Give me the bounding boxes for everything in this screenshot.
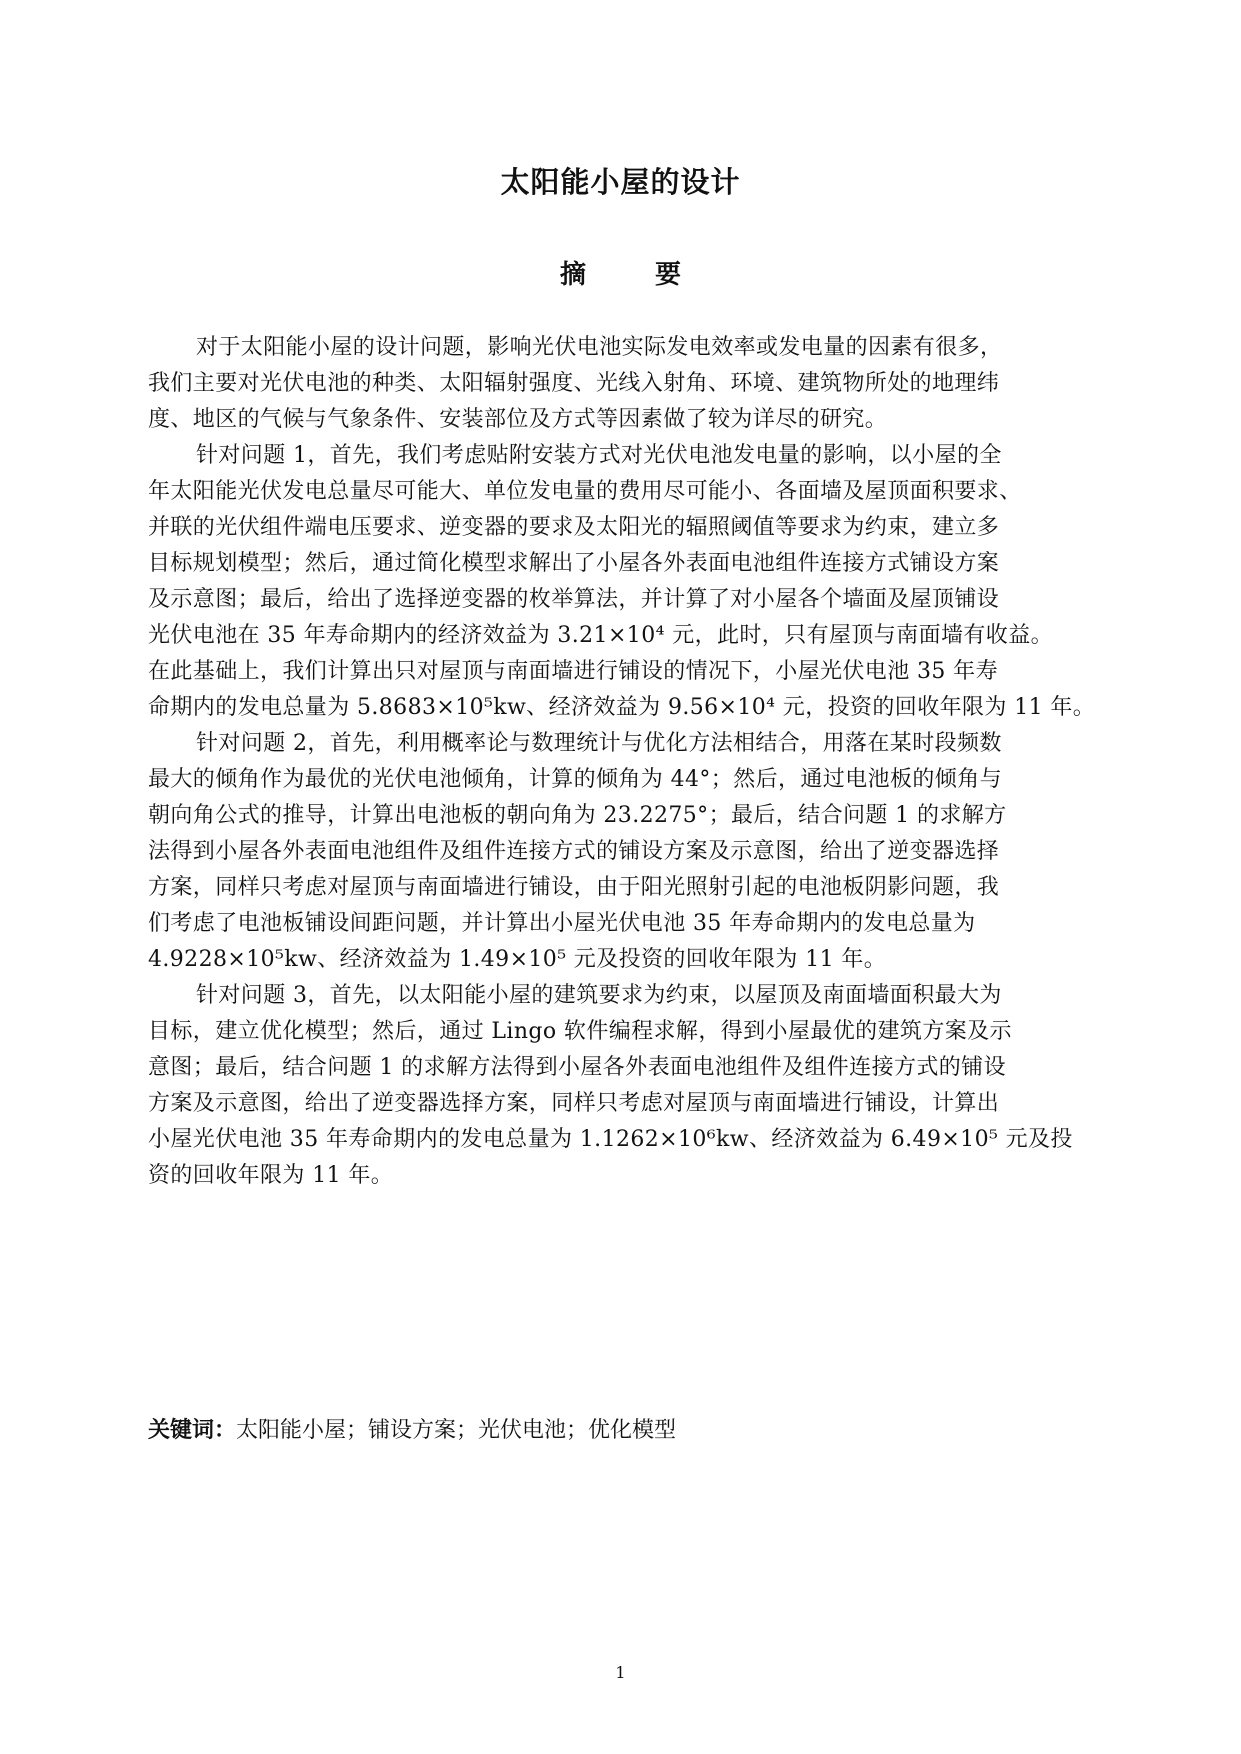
paragraph-line: 资的回收年限为 11 年。 <box>148 1163 394 1188</box>
paragraph-line: 法得到小屋各外表面电池组件及组件连接方式的铺设方案及示意图，给出了逆变器选择 <box>148 839 1000 864</box>
page-number: 1 <box>615 1663 626 1682</box>
paragraph-line: 方案及示意图，给出了逆变器选择方案，同样只考虑对屋顶与南面墙进行铺设，计算出 <box>148 1091 1000 1116</box>
paragraph-line: 们考虑了电池板铺设间距问题，并计算出小屋光伏电池 35 年寿命期内的发电总量为 <box>148 911 976 936</box>
keywords-text: 太阳能小屋；铺设方案；光伏电池；优化模型 <box>236 1418 677 1443</box>
paragraph-line: 针对问题 3，首先，以太阳能小屋的建筑要求为约束，以屋顶及南面墙面积最大为 <box>196 983 1002 1008</box>
abstract-body <box>148 330 1096 1194</box>
abstract-paragraph <box>148 726 1088 978</box>
paragraph-line: 针对问题 1，首先，我们考虑贴附安装方式对光伏电池发电量的影响，以小屋的全 <box>196 443 1002 468</box>
paragraph-line: 4.9228×10⁵kw、经济效益为 1.49×10⁵ 元及投资的回收年限为 11 年。 <box>148 947 887 972</box>
paragraph-line: 并联的光伏组件端电压要求、逆变器的要求及太阳光的辐照阈值等要求为约束，建立多 <box>148 515 1000 540</box>
paragraph-line: 命期内的发电总量为 5.8683×10⁵kw、经济效益为 9.56×10⁴ 元，投资的回收年限为 11 年。 <box>148 695 1096 720</box>
paragraph-line: 在此基础上，我们计算出只对屋顶与南面墙进行铺设的情况下，小屋光伏电池 35 年寿 <box>148 659 998 684</box>
paragraph-line: 度、地区的气候与气象条件、安装部位及方式等因素做了较为详尽的研究。 <box>148 407 888 432</box>
paragraph-line: 针对问题 2，首先，利用概率论与数理统计与优化方法相结合，用落在某时段频数 <box>196 731 1002 756</box>
paragraph-line: 光伏电池在 35 年寿命期内的经济效益为 3.21×10⁴ 元，此时，只有屋顶与南面墙有收益。 <box>148 623 1054 648</box>
paragraph-line: 小屋光伏电池 35 年寿命期内的发电总量为 1.1262×10⁶kw、经济效益为 6.49×10⁵ 元及投 <box>148 1127 1073 1152</box>
page-title: 太阳能小屋的设计 <box>500 165 741 199</box>
paragraph-line: 及示意图；最后，给出了选择逆变器的枚举算法，并计算了对小屋各个墙面及屋顶铺设 <box>148 587 1000 612</box>
abstract-heading: 摘 要 <box>559 260 712 290</box>
paragraph-line: 目标规划模型；然后，通过简化模型求解出了小屋各外表面电池组件连接方式铺设方案 <box>148 551 1000 576</box>
keywords-label: 关键词： <box>148 1418 237 1443</box>
abstract-paragraph <box>148 438 1096 726</box>
paragraph-line: 意图；最后，结合问题 1 的求解方法得到小屋各外表面电池组件及组件连接方式的铺设 <box>148 1055 1006 1080</box>
keywords-line <box>148 1413 676 1449</box>
paragraph-line: 年太阳能光伏发电总量尽可能大、单位发电量的费用尽可能小、各面墙及屋顶面积要求、 <box>148 479 1022 504</box>
paragraph-line: 对于太阳能小屋的设计问题，影响光伏电池实际发电效率或发电量的因素有很多， <box>196 335 1003 360</box>
paragraph-line: 方案，同样只考虑对屋顶与南面墙进行铺设，由于阳光照射引起的电池板阴影问题，我 <box>148 875 1000 900</box>
paragraph-line: 我们主要对光伏电池的种类、太阳辐射强度、光线入射角、环境、建筑物所处的地理纬 <box>148 371 1000 396</box>
paragraph-line: 目标，建立优化模型；然后，通过 Lingo 软件编程求解，得到小屋最优的建筑方案及示 <box>148 1019 1012 1044</box>
abstract-paragraph <box>148 330 1088 438</box>
abstract-paragraph <box>148 978 1088 1194</box>
paragraph-line: 朝向角公式的推导，计算出电池板的朝向角为 23.2275°；最后，结合问题 1 的求解方 <box>148 803 1007 828</box>
paragraph-line: 最大的倾角作为最优的光伏电池倾角，计算的倾角为 44°；然后，通过电池板的倾角与 <box>148 767 1002 792</box>
